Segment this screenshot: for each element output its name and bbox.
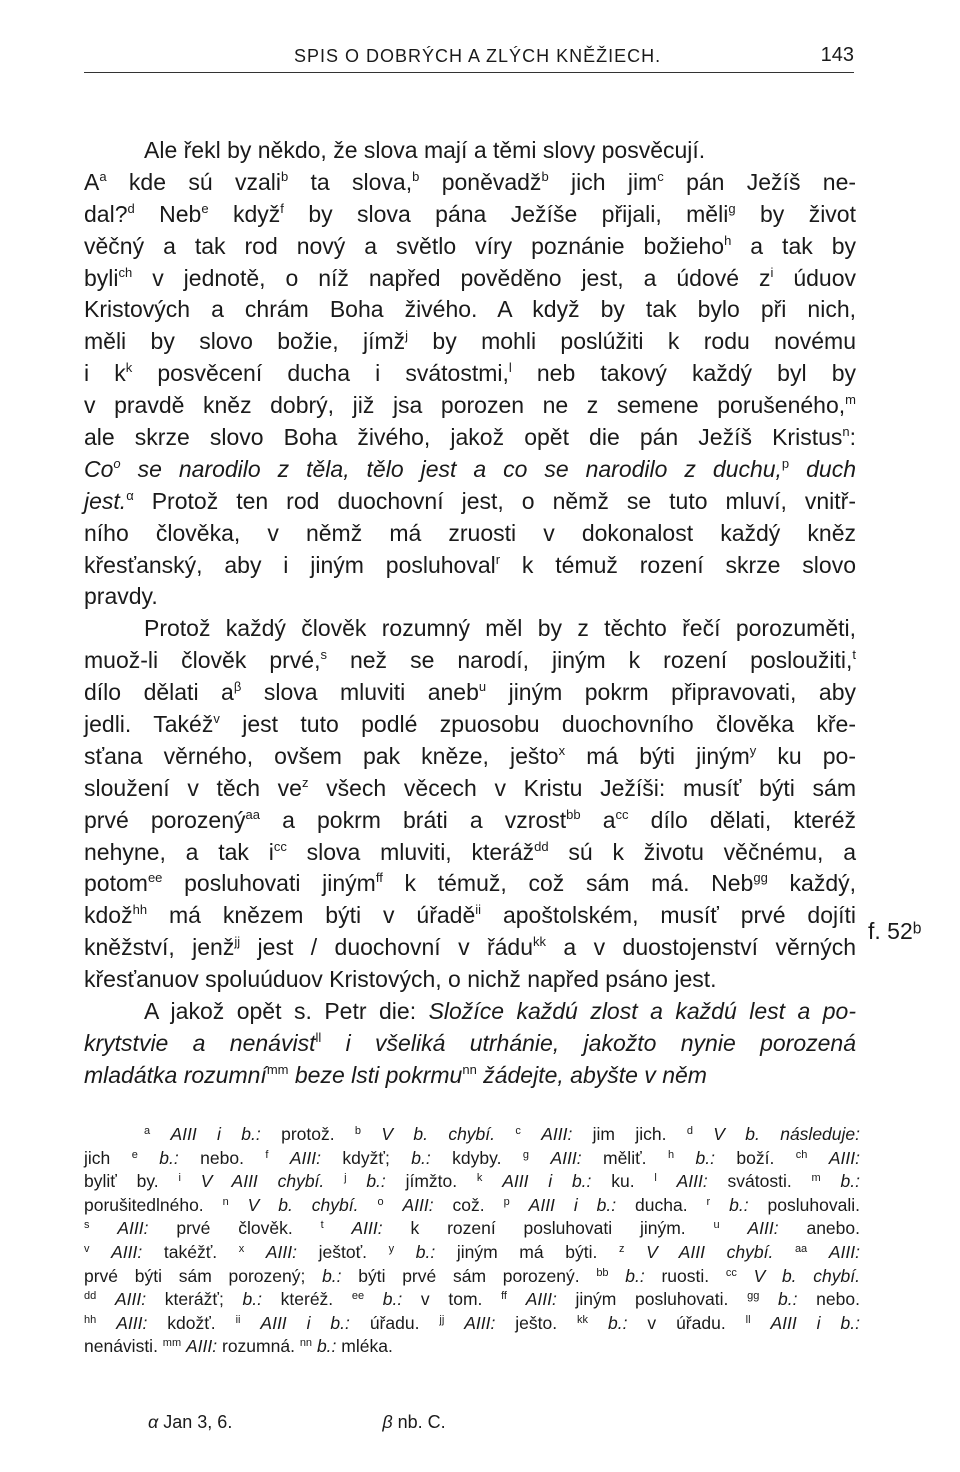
page-header: [84, 40, 854, 72]
text-line: jedli. Takéž$^v$ jest tuto podlé zpuosobu duochovního člověka kře-: [84, 711, 856, 738]
footnote-line: $^v$ AIII: takéžť. $^x$ AIII: ještoť. $^y$ b.: jiným má býti. $^z$ V AIII chybí. $^{aa}$ AIII:: [84, 1241, 860, 1262]
footnote-line: $^{hh}$ AIII: kdožť. $^{ii}$ AIII i b.: úřadu. $^{jj}$ AIII: ješto. $^{kk}$ b.: v úřadu. $^{ll}$ AIII i b.:: [84, 1312, 860, 1333]
main-text: [84, 135, 856, 1092]
text-line: ního člověka, v němž má zruosti v dokonalost každý kněz: [84, 519, 856, 546]
footnote-line: $^s$ AIII: prvé člověk. $^t$ AIII: k rození posluhovati jiným. $^u$ AIII: anebo.: [84, 1218, 860, 1239]
text-line: dílo dělati $a^\beta$ slova mluviti aneb$^u$ jiným pokrm připravovati, aby: [84, 679, 857, 706]
text-line: křesťanský, aby i jiným posluhoval$^r$ k témuž rození skrze slovo: [84, 551, 856, 578]
text-line: v pravdě kněz dobrý, již jsa porozen ne z semene porušeného,$^m$: [84, 392, 856, 419]
footnote-line: byliť by. $^i$ V AIII chybí. $^j$ b.: jímžto. $^k$ AIII i b.: ku. $^l$ AIII: svátosti. $^m$ b.:: [84, 1171, 860, 1192]
text-line: potom$^{ee}$ posluhovati jiným$^{ff}$ k témuž, což sám má. Neb$^{gg}$ každý,: [84, 870, 857, 897]
source-note: β nb. C.: [382, 1412, 446, 1432]
text-line: Kristových a chrám Boha živého. A když by tak bylo při nich,: [84, 296, 856, 323]
text-line: sloužení v těch $ve^z$ všech věcech v Kristu Ježíši: musíť býti sám: [84, 774, 857, 801]
header-rule: [84, 72, 854, 73]
text-line: věčný a tak rod nový a světlo víry poznánie božieho$^h$ a tak by: [84, 232, 857, 259]
text-line: sťana věrného, ovšem pak kněze, ješto$^x$ má býti jiným$^y$ ku po-: [84, 742, 856, 769]
critical-apparatus-footnotes: [84, 1123, 860, 1359]
text-line: A jakož opět s. Petr die: Složíce každú zlost a každú lest a po-: [144, 998, 856, 1025]
footnote-line: $^a$ AIII i b.: protož. $^b$ V b. chybí. $^c$ AIII: jim jich. $^d$ V b. následuje:: [144, 1124, 860, 1144]
text-line: jest.$^\alpha$ Protož ten rod duochovní jest, o němž se tuto mluví, vnitř-: [84, 487, 856, 514]
footnote-line: jich $^e$ b.: nebo. $^f$ AIII: kdyžť; b.: kdyby. $^g$ AIII: měliť. $^h$ b.: boží. $^{ch}$ AIII:: [84, 1147, 860, 1168]
source-notes: [148, 1412, 446, 1433]
source-note: α Jan 3, 6.: [148, 1412, 233, 1432]
text-line: Protož každý člověk rozumný měl by z těchto řečí porozuměti,: [144, 615, 856, 642]
text-line: ale skrze slovo Boha živého, jakož opět die pán Ježíš Kristus$^n$:: [84, 424, 856, 451]
running-title: SPIS O DOBRÝCH A ZLÝCH KNĚŽIECH.: [294, 46, 662, 66]
text-line: muož-li člověk prvé,$^s$ než se narodí, jiným k rození posloužiti,$^t$: [84, 647, 856, 674]
text-line: byli$^{ch}$ v jednotě, o níž napřed pověděno jest, a údové $z^i$ úduov: [84, 264, 856, 291]
text-line: nehyne, a tak $i^{cc}$ slova mluviti, kteráž$^{dd}$ sú k životu věčnému, a: [84, 838, 856, 865]
text-line: křesťanuov spoluúduov Kristových, o nichž napřed psáno jest.: [84, 966, 717, 993]
text-line: mladátka rozumní$^{mm}$ beze lsti pokrmu$^{nn}$ žádejte, abyšte v něm: [84, 1061, 707, 1088]
footnote-line: porušitedlného. $^n$ V b. chybí. $^o$ AIII: což. $^p$ AIII i b.: ducha. $^r$ b.: posluhovali.: [84, 1194, 860, 1215]
footnote-line: nenávisti. $^{mm}$ AIII: rozumná. $^{nn}$ b.: mléka.: [84, 1336, 393, 1357]
text-line: prvé porozený$^{aa}$ a pokrm bráti a vzrost$^{bb}$ $a^{cc}$ dílo dělati, kteréž: [84, 806, 856, 833]
text-line: kdož$^{hh}$ má knězem býti v úřadě$^{ii}$ apoštolském, musíť prvé dojíti: [84, 902, 856, 929]
text-line: krytstvie a nenávist$^{ll}$ i všeliká utrhánie, jakožto nynie porozená: [84, 1029, 856, 1056]
text-line: kněžství, jenž$^{jj}$ jest / duochovní v řádu$^{kk}$ a v duostojenství věrných: [84, 934, 857, 961]
page-number: 143: [820, 44, 854, 66]
footnote-line: $^{dd}$ AIII: kterážť; b.: kteréž. $^{ee}$ b.: v tom. $^{ff}$ AIII: jiným posluhovati. $^{gg}$ b.: nebo.: [84, 1289, 860, 1310]
text-line: dal?$^d$ Neb$^e$ když$^f$ by slova pána Ježíše přijali, měli$^g$ by život: [84, 200, 856, 227]
text-line: Co$^o$ se narodilo z těla, tělo jest a co se narodilo z duchu,$^p$ duch: [84, 455, 856, 482]
text-line: Ale řekl by někdo, že slova mají a těmi slovy posvěcují.: [144, 137, 706, 163]
text-line: i $k^k$ posvěcení ducha i svátostmi,$^l$ neb takový každý byl by: [84, 360, 856, 387]
folio-margin-note: f. 52ᵇ: [868, 918, 922, 944]
text-line: $A^a$ kde sú vzali$^b$ ta slova,$^b$ poněvadž$^b$ jich jim$^c$ pán Ježíš ne-: [84, 168, 857, 195]
text-line: pravdy.: [84, 583, 158, 610]
footnote-line: prvé býti sám porozený; b.: býti prvé sám porozený. $^{bb}$ b.: ruosti. $^{cc}$ V b. chybí.: [84, 1265, 860, 1286]
text-line: měli by slovo božie, jímž$^j$ by mohli poslúžiti k rodu novému: [84, 328, 856, 355]
